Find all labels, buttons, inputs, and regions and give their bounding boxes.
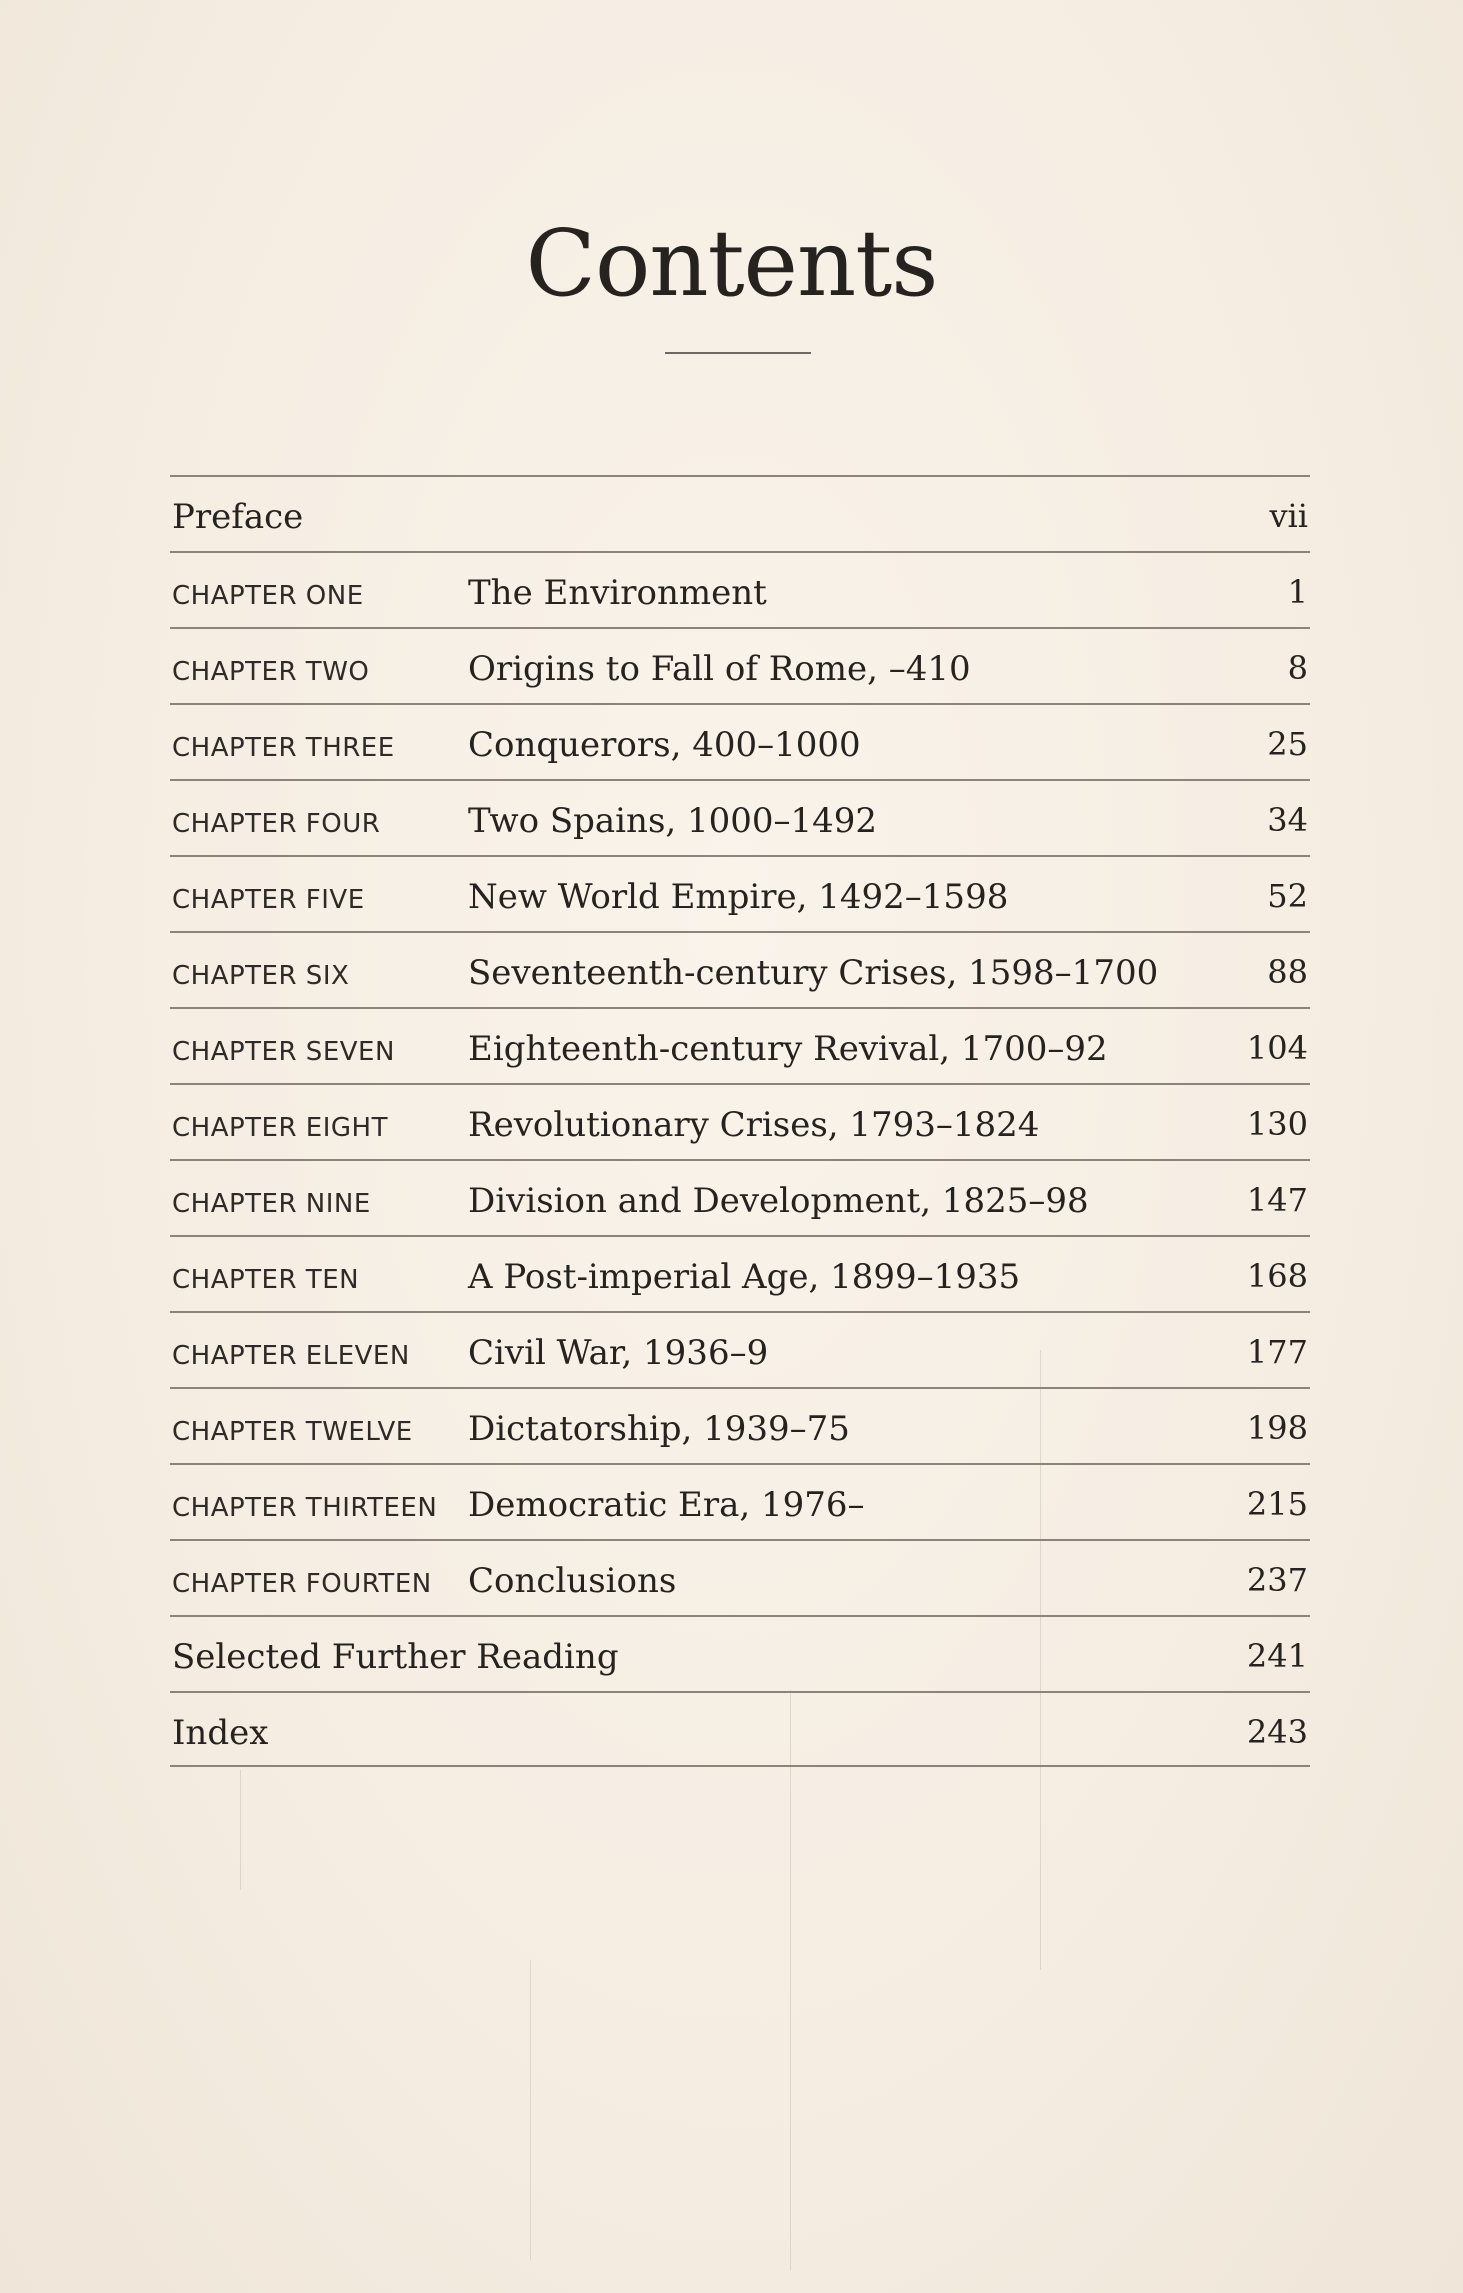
scan-streak xyxy=(790,1690,791,2270)
toc-page-number: vii xyxy=(1269,497,1308,535)
chapter-title: Conquerors, 400–1000 xyxy=(468,725,861,765)
toc-row-chapter[interactable] xyxy=(170,551,1310,627)
chapter-label: CHAPTER TEN xyxy=(172,1265,360,1295)
toc-row-preface[interactable] xyxy=(170,475,1310,551)
toc-page-number: 1 xyxy=(1287,573,1308,611)
toc-entry-title: Selected Further Reading xyxy=(172,1637,619,1677)
chapter-title: Dictatorship, 1939–75 xyxy=(468,1409,850,1449)
chapter-title: Civil War, 1936–9 xyxy=(468,1333,769,1373)
chapter-label: CHAPTER TWO xyxy=(172,657,370,687)
toc-row-chapter[interactable] xyxy=(170,1311,1310,1387)
toc-page-number: 198 xyxy=(1246,1409,1308,1447)
chapter-label: CHAPTER SEVEN xyxy=(172,1037,395,1067)
toc-entry-title: Index xyxy=(172,1713,269,1753)
scan-streak xyxy=(240,1770,241,1890)
toc-page-number: 130 xyxy=(1246,1105,1308,1143)
chapter-label: CHAPTER EIGHT xyxy=(172,1113,388,1143)
chapter-title: A Post-imperial Age, 1899–1935 xyxy=(468,1257,1021,1297)
toc-page-number: 237 xyxy=(1246,1561,1308,1599)
chapter-label: CHAPTER SIX xyxy=(172,961,350,991)
page-title: Contents xyxy=(525,210,938,317)
toc-page-number: 241 xyxy=(1246,1637,1308,1675)
title-divider xyxy=(665,352,811,354)
toc-page-number: 34 xyxy=(1267,801,1308,839)
chapter-title: Eighteenth-century Revival, 1700–92 xyxy=(468,1029,1108,1069)
chapter-title: Conclusions xyxy=(468,1561,677,1601)
chapter-title: The Environment xyxy=(468,573,767,613)
toc-row-chapter[interactable] xyxy=(170,1159,1310,1235)
chapter-label: CHAPTER FIVE xyxy=(172,885,365,915)
chapter-label: CHAPTER ELEVEN xyxy=(172,1341,410,1371)
toc-row-chapter[interactable] xyxy=(170,855,1310,931)
chapter-title: New World Empire, 1492–1598 xyxy=(468,877,1009,917)
toc-page-number: 215 xyxy=(1246,1485,1308,1523)
toc-row-chapter[interactable] xyxy=(170,1235,1310,1311)
chapter-title: Seventeenth-century Crises, 1598–1700 xyxy=(468,953,1159,993)
toc-page-number: 104 xyxy=(1246,1029,1308,1067)
toc-page-number: 177 xyxy=(1246,1333,1308,1371)
toc-row-chapter[interactable] xyxy=(170,931,1310,1007)
chapter-label: CHAPTER FOUR xyxy=(172,809,381,839)
chapter-label: CHAPTER THIRTEEN xyxy=(172,1493,438,1523)
chapter-title: Division and Development, 1825–98 xyxy=(468,1181,1089,1221)
toc-page-number: 52 xyxy=(1267,877,1308,915)
toc-row-chapter[interactable] xyxy=(170,1007,1310,1083)
chapter-label: CHAPTER ONE xyxy=(172,581,364,611)
toc-entry-title: Preface xyxy=(172,497,304,537)
chapter-title: Origins to Fall of Rome, –410 xyxy=(468,649,971,689)
chapter-label: CHAPTER NINE xyxy=(172,1189,371,1219)
toc-row-chapter[interactable] xyxy=(170,703,1310,779)
table-of-contents xyxy=(170,475,1310,1767)
toc-page-number: 243 xyxy=(1246,1713,1308,1751)
toc-row-chapter[interactable] xyxy=(170,627,1310,703)
toc-row-index[interactable] xyxy=(170,1691,1310,1767)
toc-page-number: 168 xyxy=(1246,1257,1308,1295)
toc-row-chapter[interactable] xyxy=(170,1387,1310,1463)
toc-page-number: 25 xyxy=(1267,725,1308,763)
toc-row-chapter[interactable] xyxy=(170,1463,1310,1539)
toc-page-number: 88 xyxy=(1267,953,1308,991)
toc-page-number: 147 xyxy=(1246,1181,1308,1219)
chapter-title: Democratic Era, 1976– xyxy=(468,1485,865,1525)
toc-row-chapter[interactable] xyxy=(170,1083,1310,1159)
chapter-label: CHAPTER FOURTEN xyxy=(172,1569,432,1599)
toc-page-number: 8 xyxy=(1287,649,1308,687)
toc-row-further-reading[interactable] xyxy=(170,1615,1310,1691)
scan-streak xyxy=(530,1960,531,2260)
chapter-label: CHAPTER TWELVE xyxy=(172,1417,413,1447)
toc-row-chapter[interactable] xyxy=(170,779,1310,855)
chapter-title: Revolutionary Crises, 1793–1824 xyxy=(468,1105,1040,1145)
toc-row-chapter[interactable] xyxy=(170,1539,1310,1615)
chapter-title: Two Spains, 1000–1492 xyxy=(468,801,878,841)
chapter-label: CHAPTER THREE xyxy=(172,733,395,763)
